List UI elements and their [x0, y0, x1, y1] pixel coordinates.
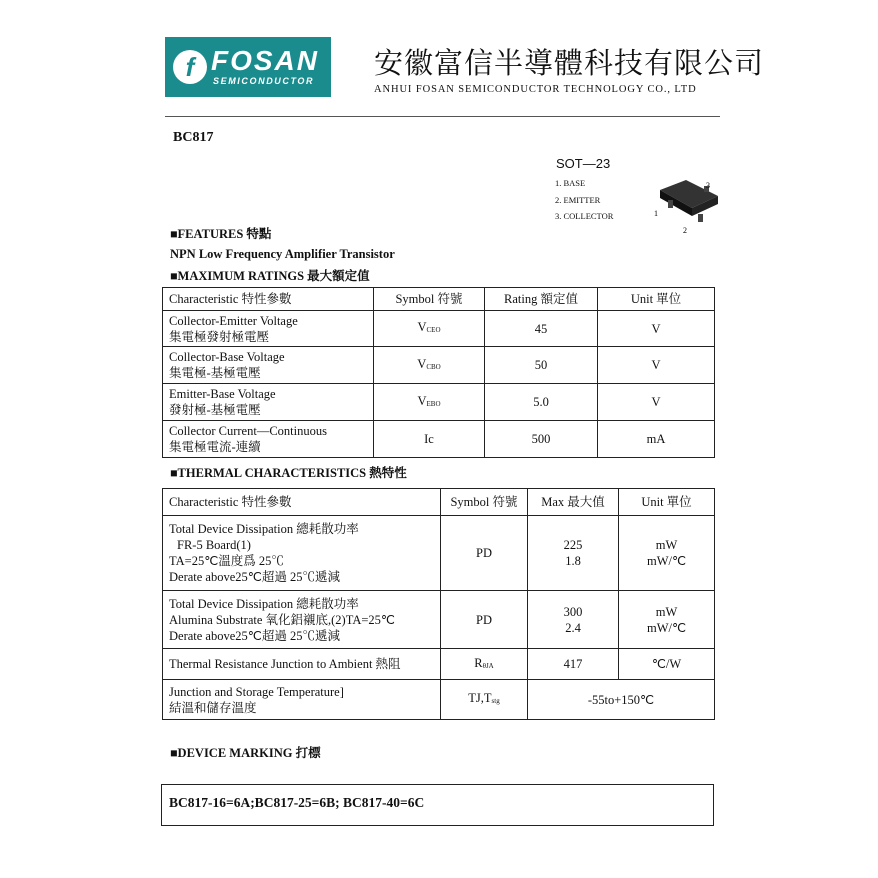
unit-cell: mA	[598, 421, 715, 458]
symbol-cell: $V_{EBO}$	[374, 384, 485, 421]
symbol-cell: $TJ,T_{stg}$	[441, 680, 528, 720]
symbol-cell: $R_{\theta JA}$	[441, 649, 528, 680]
characteristic-cell: Emitter-Base Voltage 發射極-基極電壓	[163, 384, 374, 421]
header-divider	[165, 116, 720, 117]
table-row	[163, 311, 715, 347]
company-name-chinese: 安徽富信半導體科技有限公司	[374, 48, 765, 80]
pin-number-2: 2	[683, 226, 687, 235]
characteristic-cell: Total Device Dissipation 總耗散功率 FR-5 Board(1) TA=25℃溫度爲 25℃ Derate above25℃超過 25℃遞減	[163, 516, 441, 591]
symbol-cell: PD	[441, 516, 528, 591]
characteristic-cell: Collector Current—Continuous 集電極電流-連續	[163, 421, 374, 458]
features-text: NPN Low Frequency Amplifier Transistor	[170, 247, 395, 261]
max-ratings-table	[162, 287, 715, 458]
logo-subtitle: SEMICONDUCTOR	[213, 76, 315, 86]
max-cell: 300 2.4	[528, 591, 619, 649]
header-symbol: Symbol 符號	[441, 489, 528, 516]
table-row	[163, 421, 715, 458]
header-max: Max 最大值	[528, 489, 619, 516]
sot23-package-icon	[652, 174, 724, 236]
table-row	[163, 384, 715, 421]
marking-text: BC817-16=6A;BC817-25=6B; BC817-40=6C	[169, 795, 425, 810]
part-number: BC817	[173, 130, 214, 145]
header-rating: Rating 額定值	[485, 288, 598, 311]
table-row	[163, 591, 715, 649]
temperature-range-cell: -55to+150℃	[528, 680, 715, 720]
characteristic-cell: Collector-Base Voltage 集電極-基極電壓	[163, 347, 374, 384]
logo-mark: f	[173, 50, 207, 84]
marking-box	[161, 784, 714, 826]
max-cell: 417	[528, 649, 619, 680]
pin-collector: 3. COLLECTOR	[555, 211, 614, 221]
rating-cell: 5.0	[485, 384, 598, 421]
characteristic-cell: Thermal Resistance Junction to Ambient 熱阻	[163, 649, 441, 680]
company-logo	[165, 37, 331, 97]
table-header-row	[163, 489, 715, 516]
unit-cell: V	[598, 384, 715, 421]
table-header-row	[163, 288, 715, 311]
table-row	[163, 680, 715, 720]
package-name: SOT—23	[556, 156, 611, 171]
table-row	[163, 649, 715, 680]
company-name-english: ANHUI FOSAN SEMICONDUCTOR TECHNOLOGY CO., LTD	[374, 84, 697, 95]
max-ratings-heading: ■MAXIMUM RATINGS 最大額定值	[170, 269, 370, 283]
thermal-table	[162, 488, 715, 720]
pin-base: 1. BASE	[555, 178, 586, 188]
characteristic-cell: Junction and Storage Temperature] 結溫和儲存溫度	[163, 680, 441, 720]
marking-heading: ■DEVICE MARKING 打標	[170, 746, 321, 760]
pin-number-1: 1	[654, 209, 658, 218]
header-unit: Unit 單位	[619, 489, 715, 516]
header-symbol: Symbol 符號	[374, 288, 485, 311]
rating-cell: 500	[485, 421, 598, 458]
symbol-cell: $V_{CEO}$	[374, 311, 485, 347]
table-row	[163, 516, 715, 591]
header-unit: Unit 單位	[598, 288, 715, 311]
rating-cell: 50	[485, 347, 598, 384]
logo-word: FOSAN	[211, 45, 319, 76]
thermal-heading: ■THERMAL CHARACTERISTICS 熱特性	[170, 466, 407, 480]
pin-number-3: 3	[706, 181, 710, 190]
characteristic-cell: Total Device Dissipation 總耗散功率 Alumina Substrate 氧化鋁襯底,(2)TA=25℃ Derate above25℃超過 25℃遞減	[163, 591, 441, 649]
max-cell: 225 1.8	[528, 516, 619, 591]
unit-cell: V	[598, 347, 715, 384]
unit-cell: mW mW/℃	[619, 591, 715, 649]
unit-cell: ℃/W	[619, 649, 715, 680]
unit-cell: mW mW/℃	[619, 516, 715, 591]
rating-cell: 45	[485, 311, 598, 347]
features-heading: ■FEATURES 特點	[170, 227, 272, 241]
unit-cell: V	[598, 311, 715, 347]
pin-emitter: 2. EMITTER	[555, 195, 601, 205]
header-characteristic: Characteristic 特性參數	[163, 288, 374, 311]
table-row	[163, 347, 715, 384]
symbol-cell: $V_{CBO}$	[374, 347, 485, 384]
header-characteristic: Characteristic 特性參數	[163, 489, 441, 516]
characteristic-cell: Collector-Emitter Voltage 集電極發射極電壓	[163, 311, 374, 347]
symbol-cell: PD	[441, 591, 528, 649]
symbol-cell: Ic	[374, 421, 485, 458]
